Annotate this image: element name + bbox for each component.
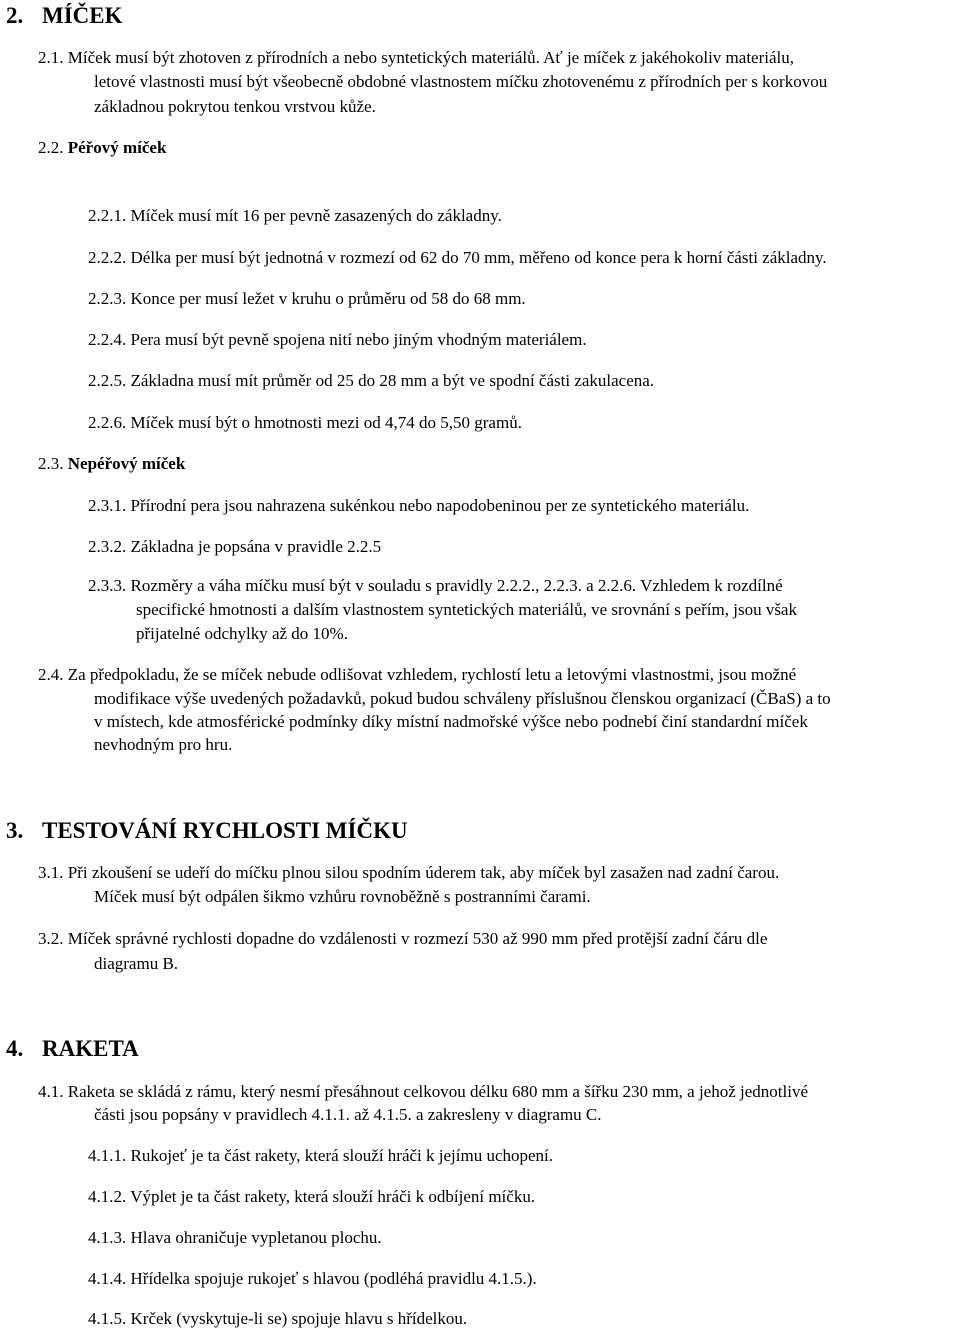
item-text: Míček musí mít 16 per pevně zasazených do základny. — [130, 206, 502, 225]
paragraph-line: diagramu B. — [94, 954, 179, 973]
item-number: 4.1.5. — [88, 1309, 127, 1328]
paragraph-line: v místech, kde atmosférické podmínky díky místní nadmořské výšce nebo podnebí činí standardní míček — [94, 712, 808, 731]
item-text: Základna musí mít průměr od 25 do 28 mm a být ve spodní části zakulacena. — [130, 371, 655, 390]
list-item — [88, 494, 749, 518]
item-number: 2.2.4. — [88, 330, 127, 349]
item-text: Základna je popsána v pravidle 2.2.5 — [130, 537, 382, 556]
list-item — [88, 1226, 382, 1250]
item-number: 2.2.5. — [88, 371, 127, 390]
list-item — [88, 1144, 553, 1168]
paragraph-line: Míček správné rychlosti dopadne do vzdálenosti v rozmezí 530 až 990 mm před protější zadní čáru dle — [67, 929, 768, 948]
item-text: Délka per musí být jednotná v rozmezí od 62 do 70 mm, měřeno od konce pera k horní části základny. — [130, 248, 827, 267]
subsection-2-3-heading — [38, 452, 185, 476]
subsection-number: 2.3. — [38, 454, 64, 473]
paragraph-number: 4.1. — [38, 1082, 64, 1101]
list-item — [88, 369, 654, 393]
item-text: Krček (vyskytuje-li se) spojuje hlavu s hřídelkou. — [130, 1309, 468, 1328]
subsection-title: Péřový míček — [67, 138, 167, 157]
item-text: Pera musí být pevně spojena nití nebo jiným vhodným materiálem. — [130, 330, 587, 349]
list-item — [88, 411, 522, 435]
paragraph-line: Za předpokladu, že se míček nebude odlišovat vzhledem, rychlostí letu a letovými vlastnostmi, jsou možné — [67, 665, 797, 684]
section-2-number: 2. — [6, 3, 24, 28]
item-text: Výplet je ta část rakety, která slouží hráči k odbíjení míčku. — [130, 1187, 536, 1206]
item-text: Konce per musí ležet v kruhu o průměru od 58 do 68 mm. — [130, 289, 526, 308]
paragraph-number: 3.2. — [38, 929, 64, 948]
item-number: 2.3.1. — [88, 496, 127, 515]
item-text-line: specifické hmotnosti a dalším vlastnostem syntetických materiálů, ve srovnání s peřím, jsou však — [136, 600, 797, 619]
paragraph-line: nevhodným pro hru. — [94, 735, 233, 754]
item-text: Rukojeť je ta část rakety, která slouží hráči k jejímu uchopení. — [130, 1146, 554, 1165]
section-4-title: RAKETA — [42, 1036, 139, 1061]
item-text: Hřídelka spojuje rukojeť s hlavou (podléhá pravidlu 4.1.5.). — [130, 1269, 537, 1288]
item-text-line: Rozměry a váha míčku musí být v souladu s pravidly 2.2.2., 2.2.3. a 2.2.6. Vzhledem k rozdílné — [130, 576, 783, 595]
item-number: 2.2.3. — [88, 289, 127, 308]
section-3-number: 3. — [6, 818, 24, 843]
section-4-heading — [6, 1035, 139, 1063]
paragraph-line: části jsou popsány v pravidlech 4.1.1. až 4.1.5. a zakresleny v diagramu C. — [94, 1105, 602, 1124]
list-item — [88, 1185, 535, 1209]
paragraph-line: základnou pokrytou tenkou vrstvou kůže. — [94, 97, 376, 116]
paragraph-line: Při zkoušení se udeří do míčku plnou silou spodním úderem tak, aby míček byl zasažen nad zadní čarou. — [67, 863, 780, 882]
item-number: 2.2.2. — [88, 248, 127, 267]
list-item — [88, 204, 502, 228]
paragraph-number: 3.1. — [38, 863, 64, 882]
list-item — [88, 246, 827, 270]
item-number: 4.1.4. — [88, 1269, 127, 1288]
paragraph-line: Raketa se skládá z rámu, který nesmí přesáhnout celkovou délku 680 mm a šířku 230 mm, a jehož jednotlivé — [67, 1082, 809, 1101]
item-text: Hlava ohraničuje vypletanou plochu. — [130, 1228, 382, 1247]
item-number: 4.1.2. — [88, 1187, 127, 1206]
paragraph-line: letové vlastnosti musí být všeobecně obdobné vlastnostem míčku zhotovenému z přírodních per s korkovou — [94, 72, 828, 91]
subsection-number: 2.2. — [38, 138, 64, 157]
item-number: 2.3.2. — [88, 537, 127, 556]
item-text-line: přijatelné odchylky až do 10%. — [136, 624, 348, 643]
section-4-number: 4. — [6, 1036, 24, 1061]
list-item — [88, 535, 381, 559]
subsection-2-2-heading — [38, 136, 166, 160]
section-3-title: TESTOVÁNÍ RYCHLOSTI MÍČKU — [42, 818, 408, 843]
paragraph-number: 2.1. — [38, 48, 64, 67]
list-item — [88, 328, 587, 352]
paragraph-number: 2.4. — [38, 665, 64, 684]
subsection-title: Nepéřový míček — [67, 454, 186, 473]
list-item — [88, 287, 526, 311]
section-3-heading — [6, 817, 408, 845]
section-2-title: MÍČEK — [42, 3, 123, 28]
item-number: 2.3.3. — [88, 576, 127, 595]
section-2-heading — [6, 2, 123, 30]
item-number: 2.2.1. — [88, 206, 127, 225]
list-item — [88, 1307, 467, 1331]
item-text: Míček musí být o hmotnosti mezi od 4,74 do 5,50 gramů. — [130, 413, 522, 432]
paragraph-line: Míček musí být odpálen šikmo vzhůru rovnoběžně s postranními čarami. — [94, 887, 591, 906]
item-number: 2.2.6. — [88, 413, 127, 432]
paragraph-line: modifikace výše uvedených požadavků, pokud budou schváleny příslušnou členskou organizací (ČBaS) a to — [94, 689, 831, 708]
list-item — [88, 1267, 537, 1291]
item-number: 4.1.1. — [88, 1146, 127, 1165]
item-number: 4.1.3. — [88, 1228, 127, 1247]
paragraph-line: Míček musí být zhotoven z přírodních a nebo syntetických materiálů. Ať je míček z jakéhokoliv materiálu, — [67, 48, 794, 67]
item-text: Přírodní pera jsou nahrazena sukénkou nebo napodobeninou per ze syntetického materiálu. — [130, 496, 750, 515]
